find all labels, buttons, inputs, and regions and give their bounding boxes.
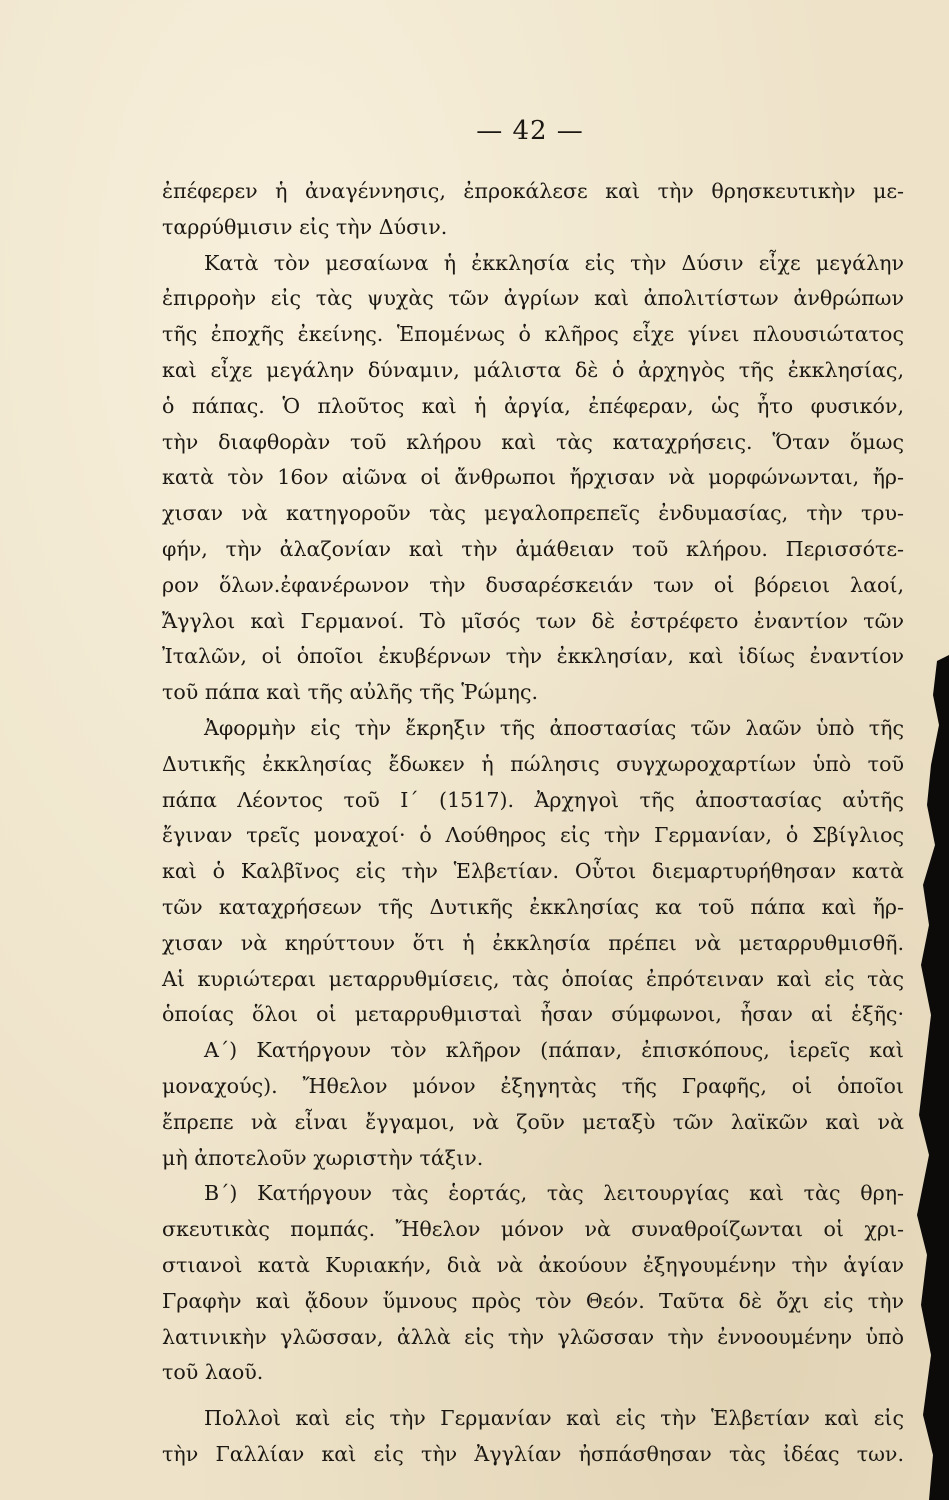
- paragraph-spacer: [162, 1391, 904, 1401]
- text-line: ἔπρεπε νὰ εἶναι ἔγγαμοι, νὰ ζοῦν μεταξὺ τῶν λαϊκῶν καὶ νὰ: [162, 1109, 904, 1134]
- text-line: τοῦ λαοῦ.: [162, 1360, 264, 1385]
- page-number: — 42 —: [476, 116, 584, 146]
- text-line: Κατὰ τὸν μεσαίωνα ἡ ἐκκλησία εἰς τὴν Δύσιν εἶχε μεγάλην: [204, 250, 904, 275]
- text-line: Αἱ κυριώτεραι μεταρρυθμίσεις, τὰς ὁποίας ἐπρότειναν καὶ εἰς τὰς: [162, 966, 904, 991]
- text-line: Ἄγγλοι καὶ Γερμανοί. Τὸ μῖσός των δὲ ἐστρέφετο ἐναντίον τῶν: [162, 608, 904, 633]
- text-line: τὴν διαφθορὰν τοῦ κλήρου καὶ τὰς καταχρήσεις. Ὅταν ὅμως: [162, 429, 904, 454]
- text-line: τὴν Γαλλίαν καὶ εἰς τὴν Ἀγγλίαν ἠσπάσθησαν τὰς ἰδέας των.: [162, 1441, 904, 1466]
- body-text: [162, 174, 904, 1473]
- text-line: ὁ πάπας. Ὁ πλοῦτος καὶ ἡ ἀργία, ἐπέφεραν, ὡς ἦτο φυσικόν,: [162, 393, 904, 418]
- text-line: τοῦ πάπα καὶ τῆς αὐλῆς τῆς Ῥώμης.: [162, 680, 539, 705]
- text-line: Γραφὴν καὶ ᾄδουν ὕμνους πρὸς τὸν Θεόν. Ταῦτα δὲ ὄχι εἰς τὴν: [162, 1288, 904, 1313]
- text-line: στιανοὶ κατὰ Κυριακήν, διὰ νὰ ἀκούουν ἐξηγουμένην τὴν ἁγίαν: [162, 1252, 904, 1277]
- text-line: Δυτικῆς ἐκκλησίας ἔδωκεν ἡ πώλησις συγχωροχαρτίων ὑπὸ τοῦ: [162, 751, 904, 776]
- text-line: τῆς ἐποχῆς ἐκείνης. Ἑπομένως ὁ κλῆρος εἶχε γίνει πλουσιώτατος: [162, 322, 904, 347]
- text-line: ὁποίας ὅλοι οἱ μεταρρυθμισταὶ ἦσαν σύμφωνοι, ἦσαν αἱ ἑξῆς·: [162, 1002, 904, 1027]
- text-line: τῶν καταχρήσεων τῆς Δυτικῆς ἐκκλησίας κα τοῦ πάπα καὶ ἤρ-: [162, 894, 904, 919]
- text-line: ἐπιρροὴν εἰς τὰς ψυχὰς τῶν ἀγρίων καὶ ἀπολιτίστων ἀνθρώπων: [162, 286, 904, 311]
- text-line: φήν, τὴν ἀλαζονίαν καὶ τὴν ἀμάθειαν τοῦ κλήρου. Περισσότε-: [162, 536, 904, 561]
- text-line: ἔγιναν τρεῖς μοναχοί· ὁ Λούθηρος εἰς τὴν Γερμανίαν, ὁ Σβίγλιος: [162, 823, 904, 848]
- paragraph: [162, 174, 904, 246]
- paragraph: [162, 1033, 904, 1176]
- text-line: μὴ ἀποτελοῦν χωριστὴν τάξιν.: [162, 1145, 484, 1170]
- text-line: ρον ὅλων.ἐφανέρωνον τὴν δυσαρέσκειάν των οἱ βόρειοι λαοί,: [162, 572, 904, 597]
- text-line: καὶ ὁ Καλβῖνος εἰς τὴν Ἑλβετίαν. Οὗτοι διεμαρτυρήθησαν κατὰ: [162, 859, 904, 884]
- paragraph: [162, 711, 904, 1033]
- text-line: Α΄) Κατήργουν τὸν κλῆρον (πάπαν, ἐπισκόπους, ἱερεῖς καὶ: [204, 1038, 904, 1063]
- text-line: σκευτικὰς πομπάς. Ἤθελον μόνον νὰ συναθροίζωνται οἱ χρι-: [162, 1217, 904, 1242]
- text-line: χισαν νὰ κατηγοροῦν τὰς μεγαλοπρεπεῖς ἐνδυμασίας, τὴν τρυ-: [162, 501, 904, 526]
- text-line: Β΄) Κατήργουν τὰς ἑορτάς, τὰς λειτουργίας καὶ τὰς θρη-: [204, 1181, 904, 1206]
- text-line: Ἀφορμὴν εἰς τὴν ἔκρηξιν τῆς ἀποστασίας τῶν λαῶν ὑπὸ τῆς: [204, 715, 904, 740]
- text-line: Ἰταλῶν, οἱ ὁποῖοι ἐκυβέρνων τὴν ἐκκλησίαν, καὶ ἰδίως ἐναντίον: [162, 644, 904, 669]
- text-line: Πολλοὶ καὶ εἰς τὴν Γερμανίαν καὶ εἰς τὴν Ἑλβετίαν καὶ εἰς: [204, 1406, 904, 1431]
- text-line: κατὰ τὸν 16ον αἰῶνα οἱ ἄνθρωποι ἤρχισαν νὰ μορφώνωνται, ἤρ-: [162, 465, 904, 490]
- paragraph: [162, 1401, 904, 1473]
- text-line: πάπα Λέοντος τοῦ Ι΄ (1517). Ἀρχηγοὶ τῆς ἀποστασίας αὐτῆς: [162, 787, 904, 812]
- torn-page-edge: [909, 655, 949, 1500]
- text-line: χισαν νὰ κηρύττουν ὅτι ἡ ἐκκλησία πρέπει νὰ μεταρρυθμισθῆ.: [162, 930, 904, 955]
- text-line: ταρρύθμισιν εἰς τὴν Δύσιν.: [162, 214, 448, 239]
- text-line: ἐπέφερεν ἡ ἀναγέννησις, ἐπροκάλεσε καὶ τὴν θρησκευτικὴν με-: [162, 179, 904, 203]
- text-line: καὶ εἶχε μεγάλην δύναμιν, μάλιστα δὲ ὁ ἀρχηγὸς τῆς ἐκκλησίας,: [162, 357, 904, 382]
- text-line: λατινικὴν γλῶσσαν, ἀλλὰ εἰς τὴν γλῶσσαν τὴν ἐννοουμένην ὑπὸ: [162, 1324, 904, 1349]
- paragraph: [162, 246, 904, 711]
- text-line: μοναχούς). Ἤθελον μόνον ἐξηγητὰς τῆς Γραφῆς, οἱ ὁποῖοι: [162, 1073, 904, 1098]
- paragraph: [162, 1176, 904, 1391]
